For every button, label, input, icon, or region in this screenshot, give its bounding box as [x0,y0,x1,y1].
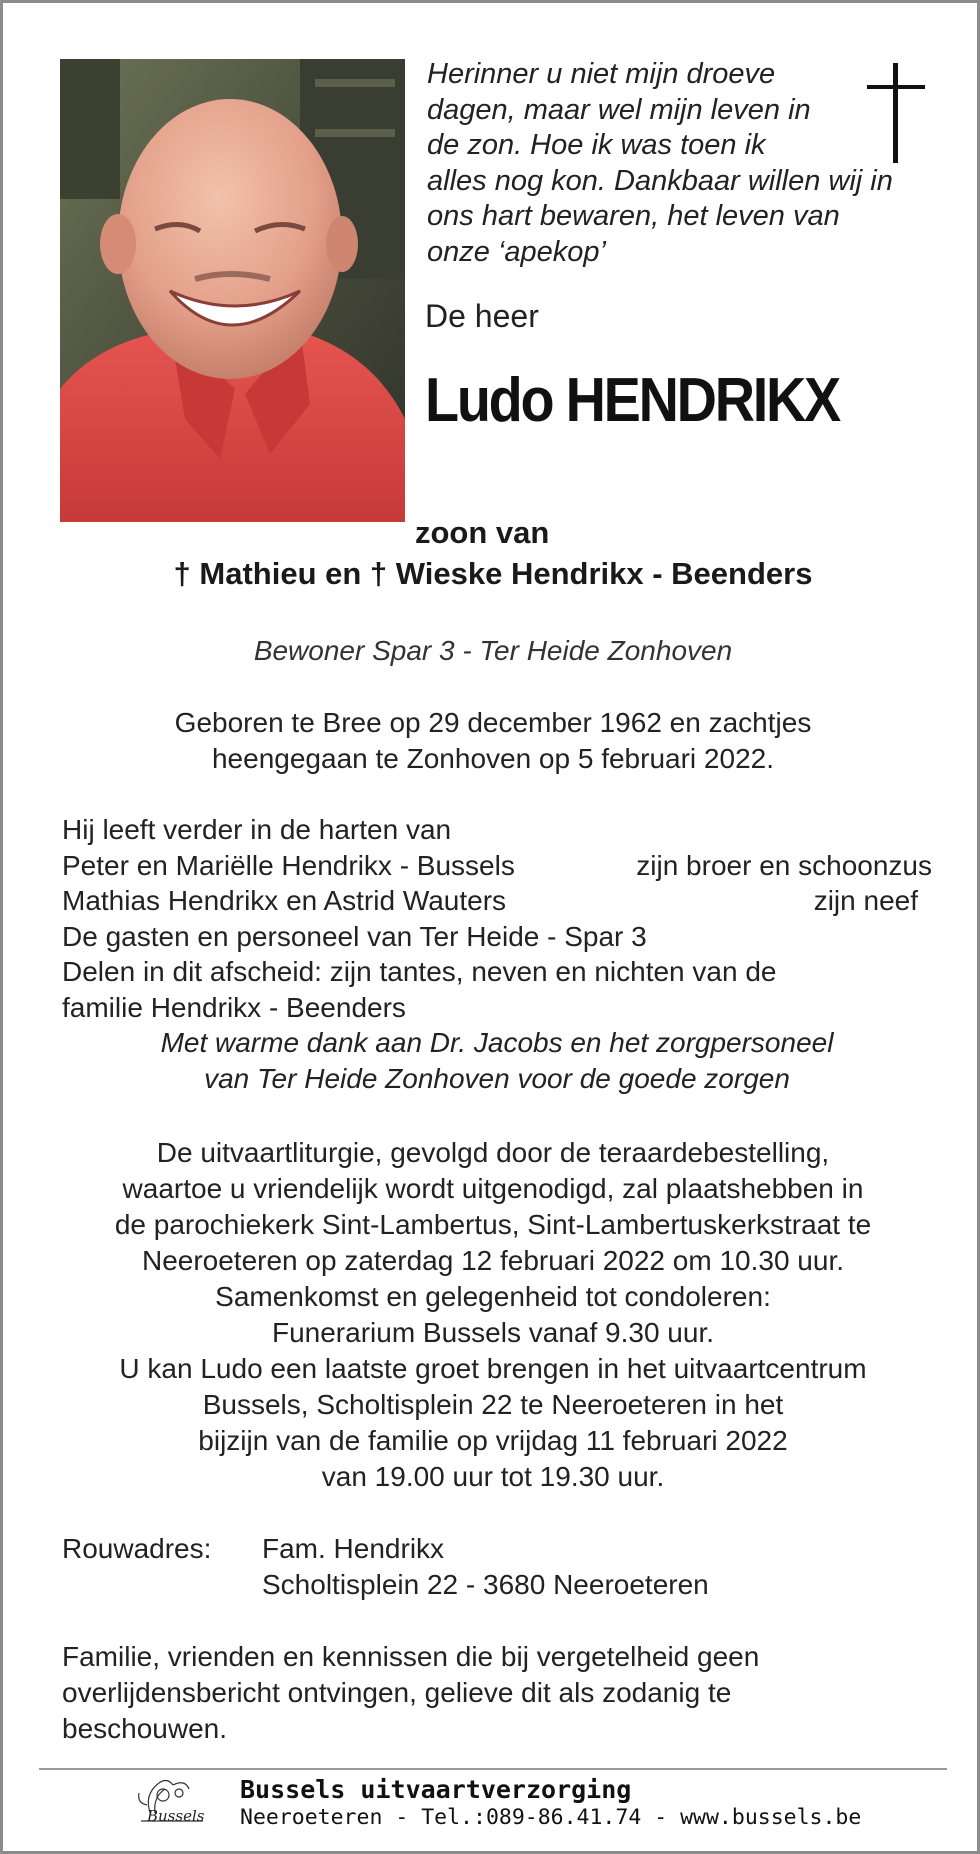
funeral-line: waartoe u vriendelijk wordt uitgenodigd, zal plaatshebben in [122,1173,864,1204]
funeral-line: Funerarium Bussels vanaf 9.30 uur. [271,1317,714,1348]
address-name: Fam. Hendrikx [262,1533,445,1564]
funeral-line: U kan Ludo een laatste groet brengen in het uitvaartcentrum [119,1353,867,1384]
portrait-photo [60,59,405,522]
address-label: Rouwadres: [62,1533,212,1564]
relative-name: Mathias Hendrikx en Astrid Wauters [62,885,507,916]
parents-names: † Mathieu en † Wieske Hendrikx - Beenders [173,556,813,591]
cross-icon [867,63,925,163]
funeral-line: bijzijn van de familie op vrijdag 11 februari 2022 [198,1425,788,1456]
family-intro: Hij leeft verder in de harten van [62,814,452,845]
relative-row [62,848,932,884]
logo-text: Bussels [147,1807,205,1825]
bussels-logo [133,1775,225,1835]
relative-relation: zijn neef [813,885,918,916]
funeral-line: Neeroeteren op zaterdag 12 februari 2022 om 10.30 uur. [141,1245,845,1276]
poem-line: dagen, maar wel mijn leven in [427,93,811,126]
family-section [62,812,932,1096]
relative-row [62,883,932,919]
notice-line: Familie, vrienden en kennissen die bij vergetelheid geen [62,1641,760,1672]
notice-line: beschouwen. [62,1713,228,1744]
poem-line: onze ‘apekop’ [427,235,606,268]
share-line: Delen in dit afscheid: zijn tantes, neven en nichten van de [62,956,777,987]
poem-line: alles nog kon. Dankbaar willen wij in [427,164,893,197]
company-name: Bussels uitvaartverzorging [240,1775,632,1804]
relative-relation: zijn broer en schoonzus [636,849,932,881]
birth-line: Geboren te Bree op 29 december 1962 en zachtjes [174,707,812,738]
portrait-image [60,59,405,522]
funeral-line: van 19.00 uur tot 19.30 uur. [321,1461,665,1492]
poem-line: de zon. Hoe ik was toen ik [427,129,766,161]
funeral-line: De uitvaartliturgie, gevolgd door de teraardebestelling, [156,1137,830,1168]
deceased-name: Ludo HENDRIKX [425,366,840,435]
son-of-label: zoon van [415,515,550,550]
birth-death-info [3,705,980,777]
birth-line: heengegaan te Zonhoven op 5 februari 2022. [211,743,774,774]
relative-name: Peter en Mariëlle Hendrikx - Bussels [62,849,515,881]
company-contact: Neeroeteren - Tel.:089-86.41.74 - www.bussels.be [240,1805,862,1830]
residence: Bewoner Spar 3 - Ter Heide Zonhoven [253,635,733,666]
notice-text [62,1639,922,1747]
poem-line: Herinner u niet mijn droeve [427,58,776,90]
address-street: Scholtisplein 22 - 3680 Neeroeteren [262,1569,709,1600]
memorial-poem [427,57,937,270]
funeral-details [3,1135,980,1495]
funeral-line: Bussels, Scholtisplein 22 te Neeroeteren in het [202,1389,784,1420]
thanks-line: van Ter Heide Zonhoven voor de goede zorgen [204,1062,790,1094]
notice-line: overlijdensbericht ontvingen, gelieve dit als zodanig te [62,1677,732,1708]
funeral-line: Samenkomst en gelegenheid tot condoleren: [215,1281,771,1312]
poem-line: ons hart bewaren, het leven van [427,200,840,232]
share-line: familie Hendrikx - Beenders [62,991,406,1023]
title-prefix: De heer [425,298,539,334]
footer-divider [39,1768,947,1770]
funeral-line: de parochiekerk Sint-Lambertus, Sint-Lambertuskerkstraat te [114,1209,872,1240]
thanks-line: Met warme dank aan Dr. Jacobs en het zorgpersoneel [160,1027,834,1058]
guests-line: De gasten en personeel van Ter Heide - Spar 3 [62,920,647,952]
